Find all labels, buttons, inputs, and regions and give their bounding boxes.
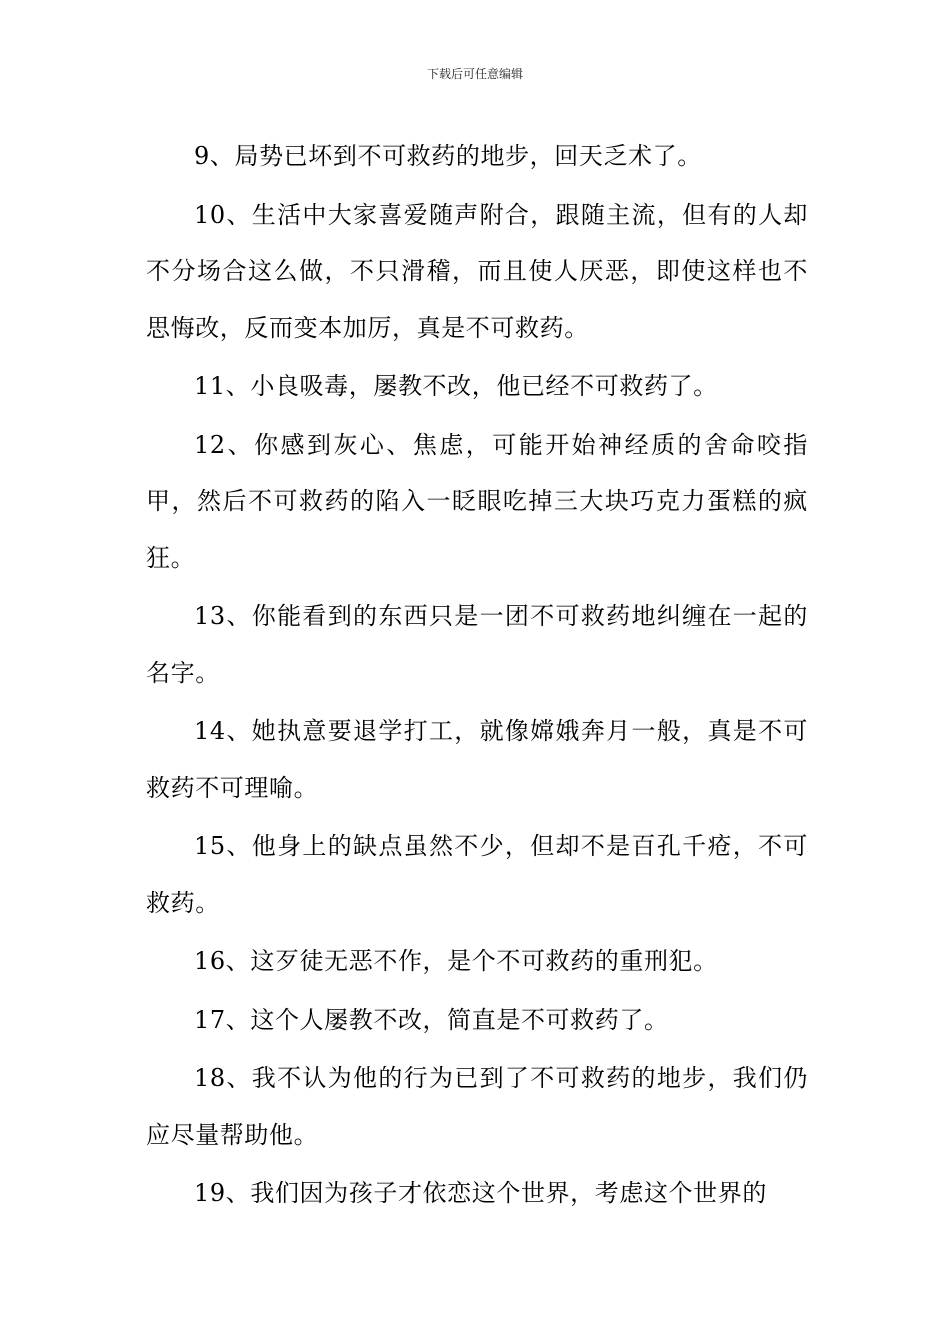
paragraph-15: 15、他身上的缺点虽然不少，但却不是百孔千疮，不可救药。 — [146, 832, 808, 917]
paragraph-11: 11、小良吸毒，屡教不改，他已经不可救药了。 — [194, 372, 718, 400]
paragraph-13: 13、你能看到的东西只是一团不可救药地纠缠在一起的名字。 — [146, 602, 808, 687]
document-body — [146, 128, 808, 1224]
paragraph-9: 9、局势已坏到不可救药的地步，回天乏术了。 — [194, 142, 702, 170]
paragraph-10: 10、生活中大家喜爱随声附合，跟随主流，但有的人却不分场合这么做，不只滑稽，而且使人厌恶，即使这样也不思悔改，反而变本加厉，真是不可救药。 — [146, 200, 808, 342]
paragraph-14: 14、她执意要退学打工，就像嫦娥奔月一般，真是不可救药不可理喻。 — [146, 717, 808, 802]
paragraph-19: 19、我们因为孩子才依恋这个世界，考虑这个世界的 — [194, 1179, 767, 1207]
page-header: 下载后可任意编辑 — [426, 67, 523, 81]
paragraph-12: 12、你感到灰心、焦虑，可能开始神经质的舍命咬指甲，然后不可救药的陷入一眨眼吃掉三大块巧克力蛋糕的疯狂。 — [146, 430, 808, 572]
paragraph-17: 17、这个人屡教不改，简直是不可救药了。 — [194, 1005, 669, 1034]
paragraph-16: 16、这歹徒无恶不作，是个不可救药的重刑犯。 — [194, 947, 718, 975]
paragraph-18: 18、我不认为他的行为已到了不可救药的地步，我们仍应尽量帮助他。 — [146, 1064, 808, 1149]
